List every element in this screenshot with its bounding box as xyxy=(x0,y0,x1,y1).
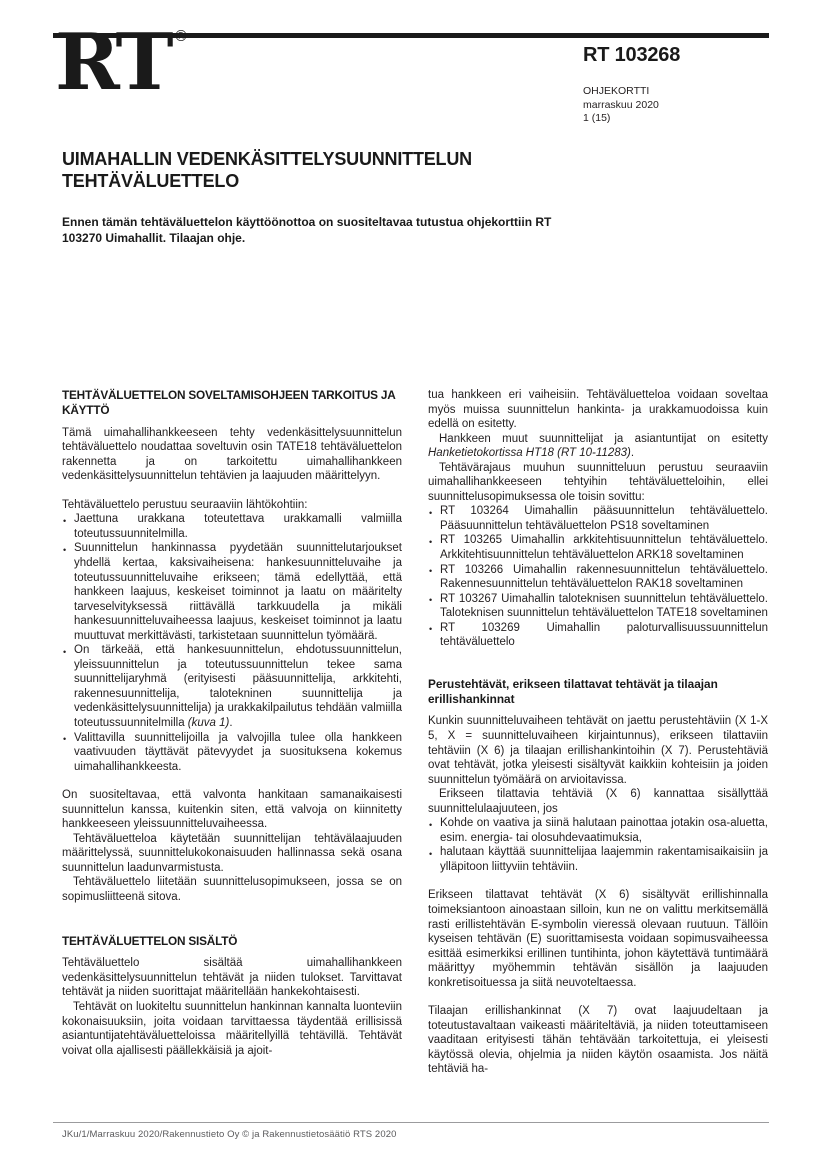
document-page-number: 1 (15) xyxy=(583,112,611,124)
left-column xyxy=(62,388,402,1077)
paragraph: Kunkin suunnitteluvaiheen tehtävät on jaettu perustehtäviin (X 1-X 5, X = suunnitteluvaiheen kirjaintunnus), erikseen tilattaviin tehtäviin (X 6) ja tilaajan erillishankintoihin (X 7). Perustehtäviä ovat tehtävät, jotka yleisesti sisältyvät kaikkiin kohteisiin ja joiden suunnittelun työmäärä on arvioitavissa. xyxy=(428,715,768,786)
page-title: UIMAHALLIN VEDENKÄSITTELYSUUNNITTELUN TEHTÄVÄLUETTELO xyxy=(62,149,472,191)
registered-trademark-mark: ® xyxy=(173,27,189,45)
rt-logo xyxy=(55,17,189,108)
bullet-text: On tärkeää, että hankesuunnittelun, ehdotussuunnittelun, yleissuunnittelun ja toteutussuunnittelun tekee sama suunnittelijaryhmä (erityisesti pääsuunnittelija, arkkitehti, rakennesuunnittelija, talotekninen suunnittelija ja vedenkäsittelysuunnittelija) ja urakkakilpailutus tehdään valmiilla toteutussuunnitelmilla xyxy=(74,644,402,729)
bullet-text: RT 103269 Uimahallin paloturvallisuussuunnittelun tehtäväluettelo xyxy=(440,621,768,649)
paragraph: Tilaajan erillishankinnat (X 7) ovat laajuudeltaan ja toteutustavaltaan vaikeasti määriteltäviä, ja niiden toteuttamiseen vaaditaan erityisesti tähän tehtävään tarkoitettuja, ei yleisesti käytössä olevia, ohjelmia ja niiden käytön osaamista. Jos näitä tehtäviä ha- xyxy=(428,1005,768,1076)
bullet-text-italic: (kuva 1) xyxy=(187,716,230,729)
bullet-item xyxy=(428,504,768,533)
bullet-item xyxy=(428,563,768,592)
document-meta xyxy=(583,85,659,126)
bullet-text: Kohde on vaativa ja siinä halutaan painottaa jotakin osa-aluetta, esim. energia- tai olosuhdevaatimuksia, xyxy=(440,817,768,844)
bullet-text: Valittavilla suunnittelijoilla ja valvojilla tulee olla hankkeen vaativuuden täyttävät pätevyydet ja suosituksena kokemus uimahallihankkeesta. xyxy=(74,731,402,773)
paragraph-text: Hankkeen muut suunnittelijat ja asiantuntijat on esitetty xyxy=(439,432,768,445)
paragraph: tua hankkeen eri vaiheisiin. Tehtäväluetteloa voidaan soveltaa myös muissa suunnittelun hankinta- ja urakkamuodoissa kuin edellä on esitetty. xyxy=(428,389,768,431)
bullet-text: halutaan käyttää suunnittelijaa laajemmin rakentamisaikaisiin ja ylläpitoon liittyviin tehtäviin. xyxy=(440,846,768,873)
document-type: OHJEKORTTI xyxy=(583,85,650,97)
bullet-list xyxy=(428,816,768,874)
paragraph: Tehtäväluettelo perustuu seuraaviin lähtökohtiin: xyxy=(62,498,308,511)
paragraph: Tehtäväluetteloa käytetään suunnittelijan tehtävälaajuuden määrittelyssä, suunnittelukokonaisuuden hallinnassa sekä osana suunnittelun laadunvarmistusta. xyxy=(62,832,402,874)
section-heading-soveltamisohje: TEHTÄVÄLUETTELON SOVELTAMISOHJEEN TARKOITUS JA KÄYTTÖ xyxy=(62,388,396,417)
bullet-text: RT 103264 Uimahallin pääsuunnittelun tehtäväluettelo. Pääsuunnittelun tehtäväluettelon PS18 soveltaminen xyxy=(440,505,768,532)
paragraph: Erikseen tilattavia tehtäviä (X 6) kannattaa sisällyttää suunnittelulaajuuteen, jos xyxy=(428,788,768,815)
right-column xyxy=(428,388,768,1077)
bullet-list xyxy=(62,512,402,774)
bullet-item xyxy=(428,592,768,621)
page-subtitle: Ennen tämän tehtäväluettelon käyttöönottoa on suositeltavaa tutustua ohjekorttiin RT 103270 Uimahallit. Tilaajan ohje. xyxy=(62,215,552,245)
bullet-text: RT 103266 Uimahallin rakennesuunnittelun tehtäväluettelo. Rakennesuunnittelun tehtäväluettelon RAK18 soveltaminen xyxy=(440,563,768,591)
rt-logo-text: RT xyxy=(55,17,171,108)
bullet-item xyxy=(428,533,768,562)
bullet-item xyxy=(62,731,402,775)
bullet-item xyxy=(428,621,768,650)
body-columns xyxy=(62,388,768,1077)
paragraph: On suositeltavaa, että valvonta hankitaan samanaikaisesti suunnittelun kanssa, kuitenkin siten, että valvoja on kiinnitetty hankkeeseen yleissuunnitteluvaiheessa. xyxy=(62,789,402,831)
paragraph-text: . xyxy=(630,447,635,460)
paragraph-text-italic: Hanketietokortissa HT18 (RT 10-11283) xyxy=(428,447,631,460)
bullet-item xyxy=(62,643,402,730)
paragraph: Tehtäväluettelo sisältää uimahallihankkeen vedenkäsittelysuunnittelun tehtävät ja niiden tulokset. Tarvittavat tehtävät ja niiden suorittajat määritellään hankekohtaisesti. xyxy=(62,957,402,999)
bullet-item xyxy=(428,816,768,845)
paragraph: Tehtävärajaus muuhun suunnitteluun perustuu seuraaviin uimahallihankkeeseen tehtyihin tehtäväluetteloihin, ellei suunnittelusopimuksessa ole toisin sovittu: xyxy=(428,461,768,503)
bullet-text: . xyxy=(229,716,233,729)
bullet-text: RT 103267 Uimahallin taloteknisen suunnittelun tehtäväluettelo. Taloteknisen suunnittelun tehtäväluettelon TATE18 soveltaminen xyxy=(440,592,768,620)
paragraph: Erikseen tilattavat tehtävät (X 6) sisältyvät erillishinnalla toimeksiantoon ainoastaan silloin, kun ne on valittu merkitsemällä rasti erillistehtävän E-symbolin vieressä olevaan ruutuun. Tällöin kyseisen tehtävän (E) suorittamisesta voidaan sopimusvaiheessa esittää esimerkiksi erillinen tuntihinta, johon käytettävä tuntimäärä määrittyy myöhemmin tehtävän sisällön ja laajuuden konkretisoituessa ja siitä neuvoteltaessa. xyxy=(428,889,768,989)
bullet-list xyxy=(428,504,768,649)
bullet-text: Suunnittelun hankinnassa pyydetään suunnittelutarjoukset yhdellä kertaa, kaksivaiheisena: hankesuunnitteluvaihe ja toteutussuunnitteluvaihe erikseen; tämä edellyttää, että hankkeen laajuus, keskeiset toiminnot ja laatu on määritelty tarveselvityksessä riittävällä tarkkuudella ja mikäli hankesuunnitteluvaiheessa laajuus, keskeiset toiminnot ja laatu muuttuvat merkittävästi, tarkistetaan suunnittelun työmäärä. xyxy=(74,542,402,642)
bullet-text: RT 103265 Uimahallin arkkitehtisuunnittelun tehtäväluettelo. Arkkitehtisuunnittelun tehtäväluettelon ARK18 soveltaminen xyxy=(440,534,768,562)
footer-credit: JKu/1/Marraskuu 2020/Rakennustieto Oy © ja Rakennustietosäätiö RTS 2020 xyxy=(62,1129,397,1140)
paragraph xyxy=(428,432,768,461)
sub-heading-perustehtavat: Perustehtävät, erikseen tilattavat tehtävät ja tilaajan erillishankinnat xyxy=(428,676,718,706)
footer-rule xyxy=(53,1122,769,1123)
bullet-item xyxy=(428,845,768,874)
document-code: RT 103268 xyxy=(583,44,681,66)
bullet-text: Jaettuna urakkana toteutettava urakkamalli valmiilla toteutussuunnitelmilla. xyxy=(74,513,402,540)
bullet-item xyxy=(62,512,402,541)
paragraph: Tehtäväluettelo liitetään suunnittelusopimukseen, jossa se on sopimusliitteenä sitova. xyxy=(62,876,402,903)
bullet-item xyxy=(62,541,402,643)
document-date: marraskuu 2020 xyxy=(583,98,659,111)
section-heading-sisalto: TEHTÄVÄLUETTELON SISÄLTÖ xyxy=(62,933,238,948)
paragraph: Tehtävät on luokiteltu suunnittelun hankinnan kannalta luonteviin kokonaisuuksiin, joita voidaan tarvittaessa täydentää erillisissä asiantuntijatehtäväluetteloissa määritellyillä tehtävillä. Tehtävät voivat olla ajallisesti päällekkäisiä ja ajoit- xyxy=(62,1000,402,1057)
paragraph: Tämä uimahallihankkeeseen tehty vedenkäsittelysuunnittelun tehtäväluettelo noudattaa soveltuvin osin TATE18 tehtäväluettelon rakennetta ja on tarkoitettu uimahallihankkeen vedenkäsittelysuunnittelun tehtävien ja laajuuden määrittelyyn. xyxy=(62,426,402,483)
